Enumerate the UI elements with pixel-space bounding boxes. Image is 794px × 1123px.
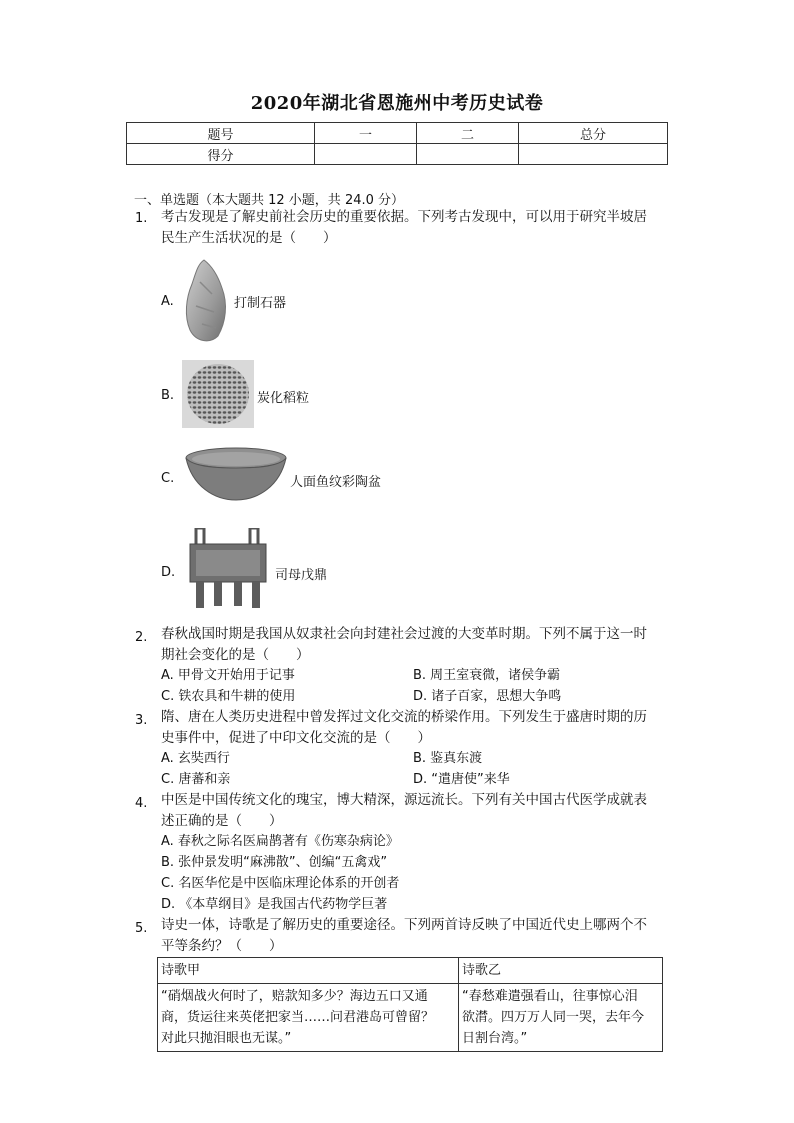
- option-c: C. 唐蕃和亲: [161, 772, 231, 787]
- table-row: [127, 123, 668, 144]
- question-number: 4.: [135, 796, 148, 811]
- question-line: 平等条约？（ ）: [161, 938, 283, 954]
- option-label: 人面鱼纹彩陶盆: [290, 475, 382, 490]
- score-value-cell: [315, 144, 417, 165]
- poem-table: [157, 957, 663, 1052]
- poem-line: “硝烟战火何时了，赔款知多少？海边五口又通: [161, 989, 428, 1004]
- question-line: 期社会变化的是（ ）: [161, 647, 310, 663]
- option-d: D. “遣唐使”来华: [413, 772, 510, 787]
- poem-line: 日割台湾。”: [462, 1031, 528, 1046]
- question-stem: [161, 790, 647, 832]
- question-number: 3.: [135, 713, 148, 728]
- question-number: 1.: [135, 211, 148, 226]
- question-line: 隋、唐在人类历史进程中曾发挥过文化交流的桥梁作用。下列发生于盛唐时期的历: [161, 709, 647, 725]
- score-header-cell: 总分: [519, 123, 668, 144]
- option-letter: B.: [161, 388, 175, 403]
- option-a: A. 甲骨文开始用于记事: [161, 668, 295, 683]
- question-line: 史事件中，促进了中印文化交流的是（ ）: [161, 730, 431, 746]
- option-c: C. 名医华佗是中医临床理论体系的开创者: [161, 876, 400, 891]
- score-table: [126, 122, 668, 165]
- question-stem: [161, 207, 647, 249]
- question-line: 述正确的是（ ）: [161, 813, 283, 829]
- poem-header-a: 诗歌甲: [158, 958, 459, 984]
- score-header-cell: 题号: [127, 123, 315, 144]
- score-value-cell: [519, 144, 668, 165]
- option-c: C. 铁农具和牛耕的使用: [161, 689, 296, 704]
- option-b: B. 周王室衰微，诸侯争霸: [413, 668, 561, 683]
- poem-line: 商，货运往来英佬把家当……问君港岛可曾留？: [161, 1010, 435, 1025]
- option-label: 打制石器: [234, 296, 287, 311]
- table-row: [158, 984, 663, 1052]
- score-label-cell: 得分: [127, 144, 315, 165]
- question-number: 2.: [135, 630, 148, 645]
- section-heading: 一、单选题（本大题共 12 小题，共 24.0 分）: [134, 193, 405, 208]
- poem-header-b: 诗歌乙: [459, 958, 663, 984]
- score-header-cell: 二: [417, 123, 519, 144]
- table-row: [158, 958, 663, 984]
- question-line: 春秋战国时期是我国从奴隶社会向封建社会过渡的大变革时期。下列不属于这一时: [161, 626, 647, 642]
- option-label: 炭化稻粒: [257, 391, 310, 406]
- question-line: 诗史一体，诗歌是了解历史的重要途径。下列两首诗反映了中国近代史上哪两个不: [161, 917, 647, 933]
- pottery-basin-image: [184, 446, 288, 502]
- poem-a-cell: [158, 984, 459, 1052]
- option-a: A. 春秋之际名医扁鹊著有《伤寒杂病论》: [161, 834, 399, 849]
- option-b: B. 鉴真东渡: [413, 751, 483, 766]
- question-stem: [161, 915, 647, 957]
- option-b: B. 张仲景发明“麻沸散”、创编“五禽戏”: [161, 855, 388, 870]
- option-a: A. 玄奘西行: [161, 751, 230, 766]
- question-stem: [161, 624, 647, 666]
- question-number: 5.: [135, 921, 148, 936]
- question-line: 中医是中国传统文化的瑰宝，博大精深，源远流长。下列有关中国古代医学成就表: [161, 792, 647, 808]
- poem-line: 欲潸。四万万人同一哭，去年今: [462, 1010, 645, 1025]
- option-label: 司母戊鼎: [275, 568, 328, 583]
- score-value-cell: [417, 144, 519, 165]
- option-letter: D.: [161, 565, 176, 580]
- table-row: [127, 144, 668, 165]
- option-d: D. 诸子百家，思想大争鸣: [413, 689, 562, 704]
- option-d: D. 《本草纲目》是我国古代药物学巨著: [161, 897, 388, 912]
- question-line: 考古发现是了解史前社会历史的重要依据。下列考古发现中，可以用于研究半坡居: [161, 209, 647, 225]
- score-header-cell: 一: [315, 123, 417, 144]
- option-letter: C.: [161, 471, 175, 486]
- option-letter: A.: [161, 294, 174, 309]
- poem-b-cell: [459, 984, 663, 1052]
- stone-tool-image: [182, 258, 230, 344]
- poem-line: 对此只抛泪眼也无谋。”: [161, 1031, 292, 1046]
- page-title: 2020年湖北省恩施州中考历史试卷: [250, 93, 544, 114]
- poem-line: “春愁难遣强看山，往事惊心泪: [462, 989, 638, 1004]
- bronze-ding-image: [186, 528, 270, 610]
- carbonized-rice-image: [182, 360, 254, 428]
- question-line: 民生产生活状况的是（ ）: [161, 230, 337, 246]
- question-stem: [161, 707, 647, 749]
